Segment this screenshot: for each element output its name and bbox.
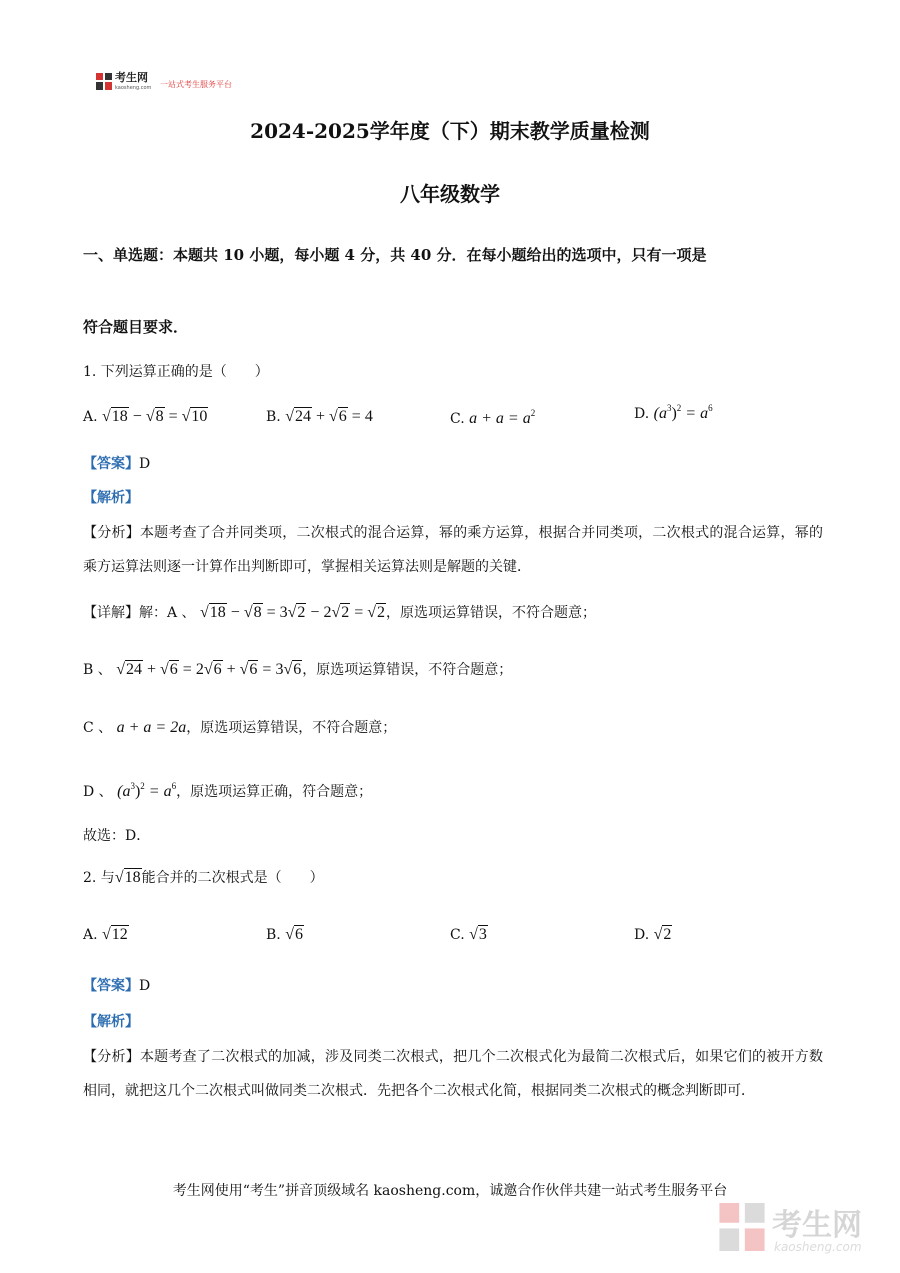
- section-heading-line2: 符合题目要求．: [83, 318, 189, 336]
- watermark-domain: kaosheng.com: [774, 1240, 862, 1254]
- q2-answer: 【答案】D: [83, 978, 151, 994]
- q2-option-a: A. √12: [83, 926, 128, 943]
- exam-subtitle: 八年级数学: [400, 182, 500, 206]
- watermark-logo-icon: [718, 1203, 766, 1251]
- q1-choose: 故选：D．: [83, 828, 151, 844]
- section-heading-line1: 一、单选题：本题共 10 小题，每小题 4 分，共 40 分．在每小题给出的选项中，只有一项是: [83, 246, 707, 264]
- q1-detail-d: D 、 $(a^3)^2 = a^6$，原选项运算正确，符合题意；: [83, 781, 373, 800]
- page-footer: 考生网使用“考生”拼音顶级域名 kaosheng.com，诚邀合作伙伴共建一站式考生服务平台: [172, 1183, 728, 1199]
- q2-option-d: D. √2: [634, 926, 672, 943]
- exam-title: 2024-2025学年度（下）期末教学质量检测: [250, 119, 650, 143]
- q2-analysis-tag: 【解析】: [83, 1014, 139, 1030]
- q1-answer: 【答案】D: [83, 456, 151, 472]
- q1-option-a: A. √18 − √8 = √10: [83, 408, 208, 425]
- q1-option-b: B. √24 + √6 = 4: [266, 408, 373, 425]
- kaosheng-logo-icon: [96, 73, 112, 90]
- q1-fenxi: 【分析】本题考查了合并同类项，二次根式的混合运算，幂的乘方运算，根据合并同类项，二次根式的混合运算，幂的乘方运算法则逐一计算作出判断即可，掌握相关运算法则是解题的关键．: [83, 525, 823, 575]
- q1-analysis-tag: 【解析】: [83, 490, 139, 506]
- watermark: [718, 1198, 878, 1256]
- q2-option-c: C. √3: [450, 926, 487, 943]
- q2-fenxi: 【分析】本题考查了二次根式的加减，涉及同类二次根式，把几个二次根式化为最简二次根式后，如果它们的被开方数相同，就把这几个二次根式叫做同类二次根式．先把各个二次根式化简，根据同类二次根式的概念判断即可．: [83, 1049, 823, 1099]
- q2-stem: 2. 与√18能合并的二次根式是（ ）: [83, 869, 324, 886]
- q1-stem: 1. 下列运算正确的是（ ）: [83, 364, 269, 380]
- q1-option-c: C. $a + a = a^2$: [450, 408, 536, 427]
- q1-option-d: D. $(a^3)^2 = a^6$: [634, 403, 713, 422]
- q2-option-b: B. √6: [266, 926, 303, 943]
- logo-slogan: 一站式考生服务平台: [160, 80, 232, 89]
- watermark-name: 考生网: [772, 1208, 862, 1243]
- logo-name: 考生网: [115, 71, 148, 84]
- q1-detail-c: C 、 a + a = 2a，原选项运算错误，不符合题意；: [83, 719, 397, 736]
- q1-detail-a: 【详解】解：A 、 √18 − √8 = 3√2 − 2√2 = √2，原选项运算错误，不符合题意；: [83, 604, 597, 621]
- logo-domain: kaosheng.com: [115, 85, 152, 91]
- q1-detail-b: B 、 √24 + √6 = 2√6 + √6 = 3√6，原选项运算错误，不符合题意；: [83, 661, 513, 678]
